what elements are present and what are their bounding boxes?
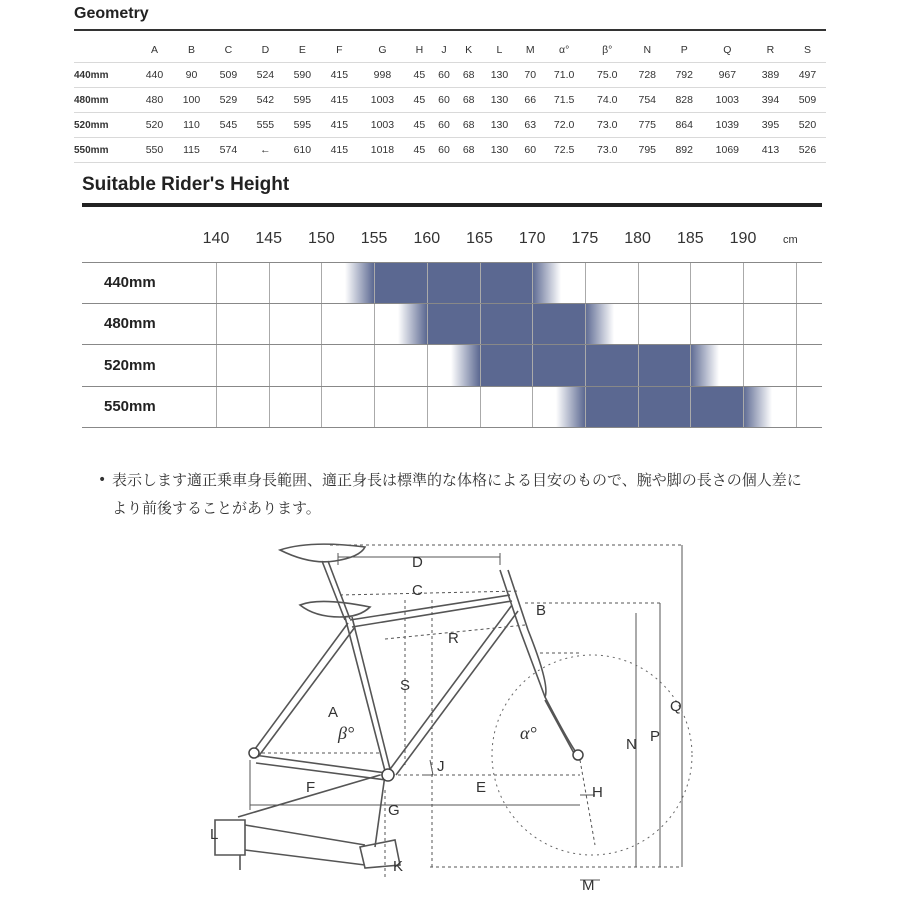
geometry-header-cell: S [803, 44, 811, 56]
geometry-table-body [74, 63, 826, 163]
rider-height-grid-line [480, 345, 481, 386]
geometry-cell: 550 [136, 138, 173, 163]
geometry-cell: 754 [629, 88, 666, 113]
diagram-label-d: D [412, 554, 423, 571]
rider-height-grid-line [374, 263, 375, 303]
rider-height-grid-line [427, 263, 428, 303]
rider-height-grid-line [269, 263, 270, 303]
rider-height-row [82, 304, 822, 346]
rider-height-row-label: 550mm [104, 398, 156, 416]
rider-height-grid-line [216, 263, 217, 303]
geometry-header-cell: E [298, 44, 306, 56]
geometry-cell: 130 [481, 113, 518, 138]
rider-height-grid-line [532, 387, 533, 428]
rider-height-grid-line [585, 304, 586, 345]
diagram-label-l: L [210, 826, 219, 843]
geometry-cell: 998 [358, 63, 407, 88]
geometry-cell: 60 [432, 88, 457, 113]
geometry-cell: 130 [481, 138, 518, 163]
rider-height-grid-line [480, 263, 481, 303]
rider-height-grid-line [216, 387, 217, 428]
rider-height-grid-line [321, 387, 322, 428]
geometry-header-cell: A [150, 44, 158, 56]
rider-height-grid-line [532, 263, 533, 303]
geometry-cell: 415 [321, 88, 358, 113]
rider-height-grid-line [638, 304, 639, 345]
geometry-cell: 595 [284, 88, 321, 113]
geometry-header-cell: M [525, 44, 535, 56]
diagram-label-r: R [448, 630, 459, 647]
diagram-label-f: F [306, 779, 316, 796]
rider-height-tick: 145 [255, 230, 283, 247]
geometry-header-cell: D [261, 44, 270, 56]
geometry-cell: 45 [407, 88, 432, 113]
rider-height-row [82, 345, 822, 387]
rider-height-grid-line [532, 345, 533, 386]
rider-height-grid-line [374, 304, 375, 345]
geometry-cell: ← [247, 138, 284, 163]
geometry-cell: 110 [173, 113, 210, 138]
geometry-cell: 520 [789, 113, 826, 138]
geometry-header-cell: F [336, 44, 343, 56]
diagram-label-n: N [626, 736, 637, 753]
geometry-cell: 892 [666, 138, 703, 163]
geometry-header-row [74, 38, 826, 63]
geometry-cell: 1069 [703, 138, 752, 163]
diagram-label-alpha: α° [520, 723, 537, 743]
geometry-title: Geometry [74, 5, 149, 22]
geometry-cell: 60 [518, 138, 543, 163]
geometry-cell: 440 [136, 63, 173, 88]
rider-height-grid-line [269, 345, 270, 386]
geometry-cell: 413 [752, 138, 789, 163]
geometry-cell: 610 [284, 138, 321, 163]
geometry-cell: 542 [247, 88, 284, 113]
geometry-cell: 497 [789, 63, 826, 88]
rider-height-tick: 175 [571, 230, 599, 247]
geometry-cell: 70 [518, 63, 543, 88]
rider-height-grid-line [585, 263, 586, 303]
geometry-cell: 1003 [358, 88, 407, 113]
geometry-cell: 795 [629, 138, 666, 163]
geometry-cell: 864 [666, 113, 703, 138]
rider-height-note [98, 466, 812, 522]
geometry-cell: 394 [752, 88, 789, 113]
geometry-cell: 590 [284, 63, 321, 88]
front-wheel-outline [492, 655, 692, 855]
diagram-label-s: S [400, 677, 411, 694]
geometry-cell: 1003 [703, 88, 752, 113]
geometry-cell: 967 [703, 63, 752, 88]
geometry-cell: 389 [752, 63, 789, 88]
rider-height-grid-line [743, 304, 744, 345]
rider-height-grid [82, 262, 822, 429]
rider-height-grid-line [427, 387, 428, 428]
geometry-cell: 60 [432, 138, 457, 163]
geometry-cell: 828 [666, 88, 703, 113]
geometry-cell: 73.0 [586, 113, 629, 138]
rider-height-grid-line [585, 387, 586, 428]
rider-height-grid-line [796, 304, 797, 345]
geometry-cell: 395 [752, 113, 789, 138]
geometry-cell: 415 [321, 63, 358, 88]
geometry-cell: 90 [173, 63, 210, 88]
rider-height-unit: cm [783, 234, 798, 246]
geometry-header-size [74, 38, 136, 63]
rider-height-grid-line [321, 345, 322, 386]
geometry-cell: 529 [210, 88, 247, 113]
rider-height-tick: 190 [729, 230, 757, 247]
geometry-cell: 72.5 [543, 138, 586, 163]
geometry-header-cell: H [415, 44, 424, 56]
geometry-row [74, 113, 826, 138]
rider-height-grid-line [374, 345, 375, 386]
diagram-label-k: K [393, 858, 404, 875]
geometry-header-cell: N [643, 44, 652, 56]
geometry-cell: 68 [456, 138, 481, 163]
geometry-header-cell: L [496, 44, 503, 56]
rider-height-tick: 150 [308, 230, 335, 247]
geometry-cell: 45 [407, 113, 432, 138]
bike-frame [215, 544, 578, 870]
rider-height-grid-line [796, 387, 797, 428]
geometry-diagram [200, 535, 720, 895]
rider-height-tick: 170 [518, 230, 546, 247]
bottom-bracket [382, 769, 394, 781]
diagram-label-a: A [328, 704, 339, 721]
rider-height-row-label: 440mm [104, 274, 156, 292]
geometry-cell: 526 [789, 138, 826, 163]
geometry-cell: 130 [481, 88, 518, 113]
diagram-label-b: B [536, 602, 547, 619]
geometry-cell: 524 [247, 63, 284, 88]
geometry-cell: 1018 [358, 138, 407, 163]
rider-height-row-label: 520mm [104, 356, 156, 374]
diagram-label-beta: β° [338, 723, 355, 743]
rider-height-tick: 160 [413, 230, 441, 247]
rider-height-grid-line [480, 387, 481, 428]
diagram-label-j: J [437, 758, 445, 775]
rider-height-grid-line [796, 345, 797, 386]
rider-height-grid-line [743, 387, 744, 428]
rider-height-tick: 185 [676, 230, 704, 247]
geometry-header-cell: R [766, 44, 775, 56]
geometry-cell: 68 [456, 63, 481, 88]
geometry-cell: 1003 [358, 113, 407, 138]
diagram-label-p: P [650, 728, 661, 745]
rider-height-grid-line [796, 263, 797, 303]
geometry-cell: 595 [284, 113, 321, 138]
rider-height-grid-line [427, 304, 428, 345]
geometry-header-cell: B [187, 44, 195, 56]
rider-height-grid-line [321, 304, 322, 345]
geometry-cell: 775 [629, 113, 666, 138]
geometry-cell: 60 [432, 63, 457, 88]
rider-height-bar [398, 304, 614, 345]
rider-height-bar [556, 387, 772, 428]
geometry-cell: 115 [173, 138, 210, 163]
geometry-cell: 71.5 [543, 88, 586, 113]
geometry-cell: 71.0 [543, 63, 586, 88]
geometry-cell: 555 [247, 113, 284, 138]
rider-height-bar [345, 263, 561, 303]
geometry-header-cell: β° [602, 44, 613, 56]
geometry-cell: 100 [173, 88, 210, 113]
geometry-row-size: 520mm [74, 113, 136, 138]
diagram-label-g: G [388, 802, 400, 819]
geometry-cell: 480 [136, 88, 173, 113]
geometry-header-cell: G [378, 44, 387, 56]
geometry-row-size: 480mm [74, 88, 136, 113]
geometry-cell: 66 [518, 88, 543, 113]
geometry-cell: 415 [321, 113, 358, 138]
rider-height-row-label: 480mm [104, 315, 156, 333]
rider-height-grid-line [216, 345, 217, 386]
geometry-cell: 74.0 [586, 88, 629, 113]
geometry-header-cell: P [680, 44, 688, 56]
geometry-row [74, 63, 826, 88]
geometry-cell: 63 [518, 113, 543, 138]
geometry-cell: 728 [629, 63, 666, 88]
rider-height-grid-line [480, 304, 481, 345]
rider-height-grid-line [690, 304, 691, 345]
geometry-cell: 68 [456, 113, 481, 138]
geometry-cell: 68 [456, 88, 481, 113]
rider-height-title-rule [82, 203, 822, 207]
rider-height-row [82, 387, 822, 429]
geometry-header-cell: J [441, 44, 447, 56]
rear-axle [249, 748, 259, 758]
geometry-row-size: 550mm [74, 138, 136, 163]
diagram-label-m: M [582, 877, 595, 894]
geometry-row [74, 138, 826, 163]
geometry-row-size: 440mm [74, 63, 136, 88]
rider-height-grid-line [427, 345, 428, 386]
geometry-title-rule [74, 29, 826, 31]
rider-height-title: Suitable Rider's Height [82, 174, 290, 195]
geometry-header-cell: C [224, 44, 233, 56]
rider-height-axis [0, 230, 900, 252]
rider-height-tick: 165 [466, 230, 493, 247]
geometry-row [74, 88, 826, 113]
rider-height-grid-line [532, 304, 533, 345]
geometry-cell: 73.0 [586, 138, 629, 163]
rider-height-grid-line [743, 263, 744, 303]
geometry-header-cell: α° [559, 44, 570, 56]
front-axle [573, 750, 583, 760]
geometry-cell: 130 [481, 63, 518, 88]
rider-height-grid-line [269, 304, 270, 345]
geometry-cell: 45 [407, 138, 432, 163]
geometry-cell: 574 [210, 138, 247, 163]
geometry-cell: 509 [210, 63, 247, 88]
rider-height-row [82, 262, 822, 304]
rider-height-grid-line [638, 263, 639, 303]
note-bullet: • [98, 472, 107, 488]
diagram-label-e: E [476, 779, 487, 796]
geometry-header-cell: Q [723, 44, 732, 56]
geometry-cell: 509 [789, 88, 826, 113]
geometry-cell: 1039 [703, 113, 752, 138]
geometry-cell: 545 [210, 113, 247, 138]
geometry-cell: 72.0 [543, 113, 586, 138]
geometry-cell: 60 [432, 113, 457, 138]
geometry-cell: 520 [136, 113, 173, 138]
rider-height-grid-line [638, 345, 639, 386]
rider-height-grid-line [690, 387, 691, 428]
diagram-label-c: C [412, 582, 423, 599]
rider-height-tick: 140 [202, 230, 230, 247]
rider-height-grid-line [321, 263, 322, 303]
rider-height-grid-line [743, 345, 744, 386]
rider-height-grid-line [690, 263, 691, 303]
geometry-cell: 45 [407, 63, 432, 88]
rider-height-tick: 180 [624, 230, 651, 247]
geometry-header-cell: K [465, 44, 473, 56]
rider-height-grid-line [216, 304, 217, 345]
diagram-label-h: H [592, 784, 603, 801]
rider-height-grid-line [638, 387, 639, 428]
rider-height-grid-line [374, 387, 375, 428]
geometry-cell: 792 [666, 63, 703, 88]
rider-height-grid-line [585, 345, 586, 386]
rider-height-grid-line [269, 387, 270, 428]
diagram-guides [250, 545, 682, 880]
geometry-cell: 415 [321, 138, 358, 163]
rider-height-grid-line [690, 345, 691, 386]
geometry-table [74, 38, 826, 163]
diagram-label-q: Q [670, 698, 682, 715]
rider-height-tick: 155 [360, 230, 388, 247]
note-text: 表示します適正乗車身長範囲、適正身長は標準的な体格による目安のもので、腕や脚の長さの個人差により前後することがあります。 [112, 471, 802, 517]
geometry-cell: 75.0 [586, 63, 629, 88]
